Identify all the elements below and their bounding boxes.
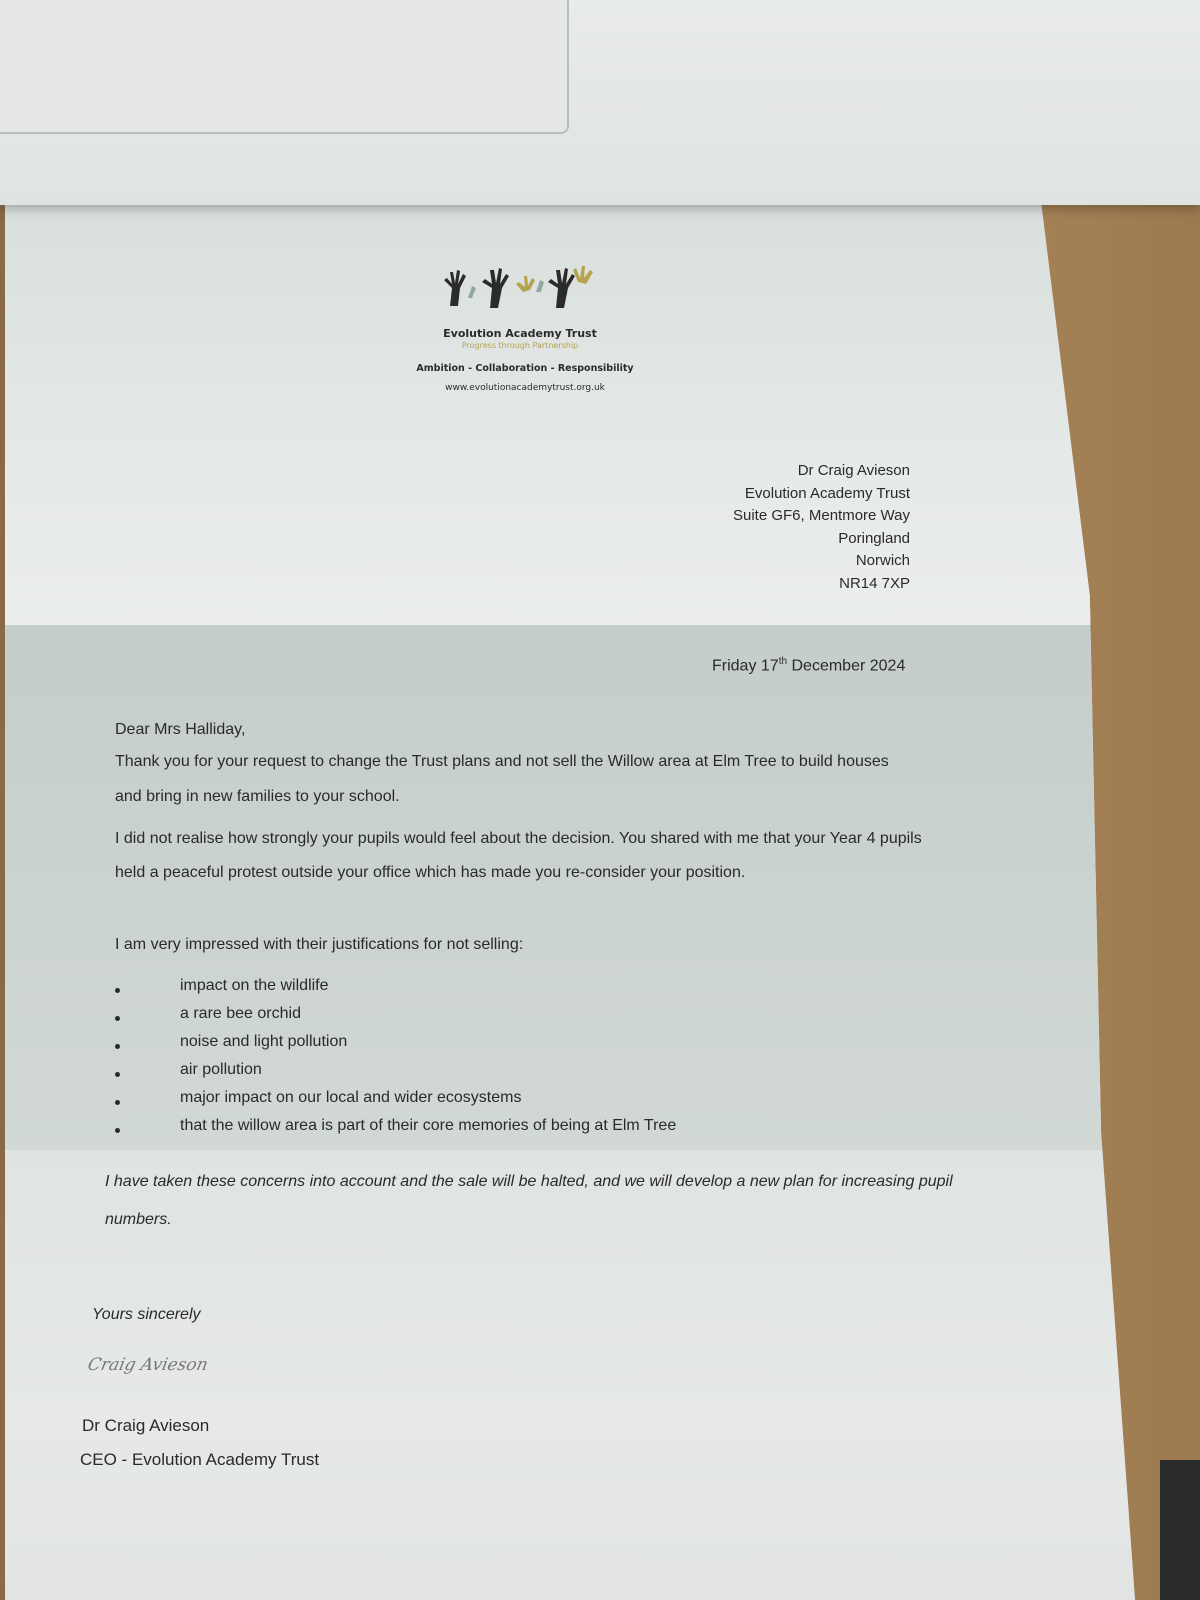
- signatory-name: Dr Craig Avieson: [82, 1416, 210, 1435]
- address-line: Dr Craig Avieson: [797, 462, 910, 479]
- address-line: Poringland: [838, 529, 910, 547]
- signatory-title: CEO - Evolution Academy Trust: [80, 1450, 320, 1469]
- bullet-icon: [115, 988, 120, 993]
- list-item-text: that the willow area is part of their core memories of being at Elm Tree: [180, 1117, 677, 1134]
- org-values: Ambition - Collaboration - Responsibility: [416, 363, 634, 374]
- paragraph-request: Thank you for your request to change the Trust plans and not sell the Willow area at Elm Tree to build houses and bring in new families to your school.: [115, 753, 889, 805]
- org-name: Evolution Academy Trust: [443, 327, 597, 340]
- bullet-icon: [115, 1044, 120, 1049]
- paragraph-protest: I did not realise how strongly your pupils would feel about the decision. You shared with me that your Year 4 pupils held a peaceful protest outside your office which has made you re-consider your position.: [115, 830, 922, 881]
- paragraph-decision: I have taken these concerns into account and the sale will be halted, and we will develop a new plan for increasing pupil numbers.: [105, 1173, 953, 1228]
- list-item: [115, 1005, 875, 1033]
- address-line: Evolution Academy Trust: [744, 484, 910, 502]
- trust-logo-hands-icon: [428, 258, 608, 328]
- list-item-text: a rare bee orchid: [180, 1005, 301, 1022]
- date-prefix: Friday 17: [712, 657, 779, 675]
- address-line: NR14 7XP: [839, 574, 910, 592]
- org-website: www.evolutionacademytrust.org.uk: [445, 383, 605, 393]
- closing: Yours sincerely: [92, 1306, 201, 1323]
- list-item-text: air pollution: [180, 1061, 262, 1078]
- list-item: [115, 977, 875, 1005]
- paragraph-justifications: I am very impressed with their justifications for not selling:: [115, 936, 524, 953]
- envelope: [0, 0, 1200, 205]
- sender-address: [733, 460, 910, 596]
- list-item: [115, 1117, 875, 1145]
- envelope-window: [0, 0, 569, 134]
- address-line: Suite GF6, Mentmore Way: [733, 507, 910, 525]
- justification-list: [115, 977, 875, 1145]
- date-rest: December 2024: [787, 657, 906, 675]
- date-suffix: th: [778, 656, 788, 667]
- letter-sheet: [5, 185, 1135, 1600]
- bullet-icon: [115, 1016, 120, 1021]
- letter-date: [712, 656, 905, 675]
- list-item: [115, 1089, 875, 1117]
- list-item: [115, 1061, 875, 1089]
- bullet-icon: [115, 1128, 120, 1133]
- list-item-text: major impact on our local and wider ecosystems: [180, 1089, 522, 1106]
- signature: Craig Avieson: [85, 1355, 210, 1375]
- dark-edge: [1160, 1460, 1200, 1600]
- bullet-icon: [115, 1100, 120, 1105]
- list-item: [115, 1033, 875, 1061]
- list-item-text: impact on the wildlife: [180, 977, 329, 994]
- org-tagline: Progress through Partnership: [461, 341, 579, 350]
- bullet-icon: [115, 1072, 120, 1077]
- address-line: Norwich: [855, 552, 910, 570]
- letter-top-fold: [5, 185, 1135, 625]
- list-item-text: noise and light pollution: [180, 1033, 348, 1050]
- salutation: Dear Mrs Halliday,: [115, 721, 246, 738]
